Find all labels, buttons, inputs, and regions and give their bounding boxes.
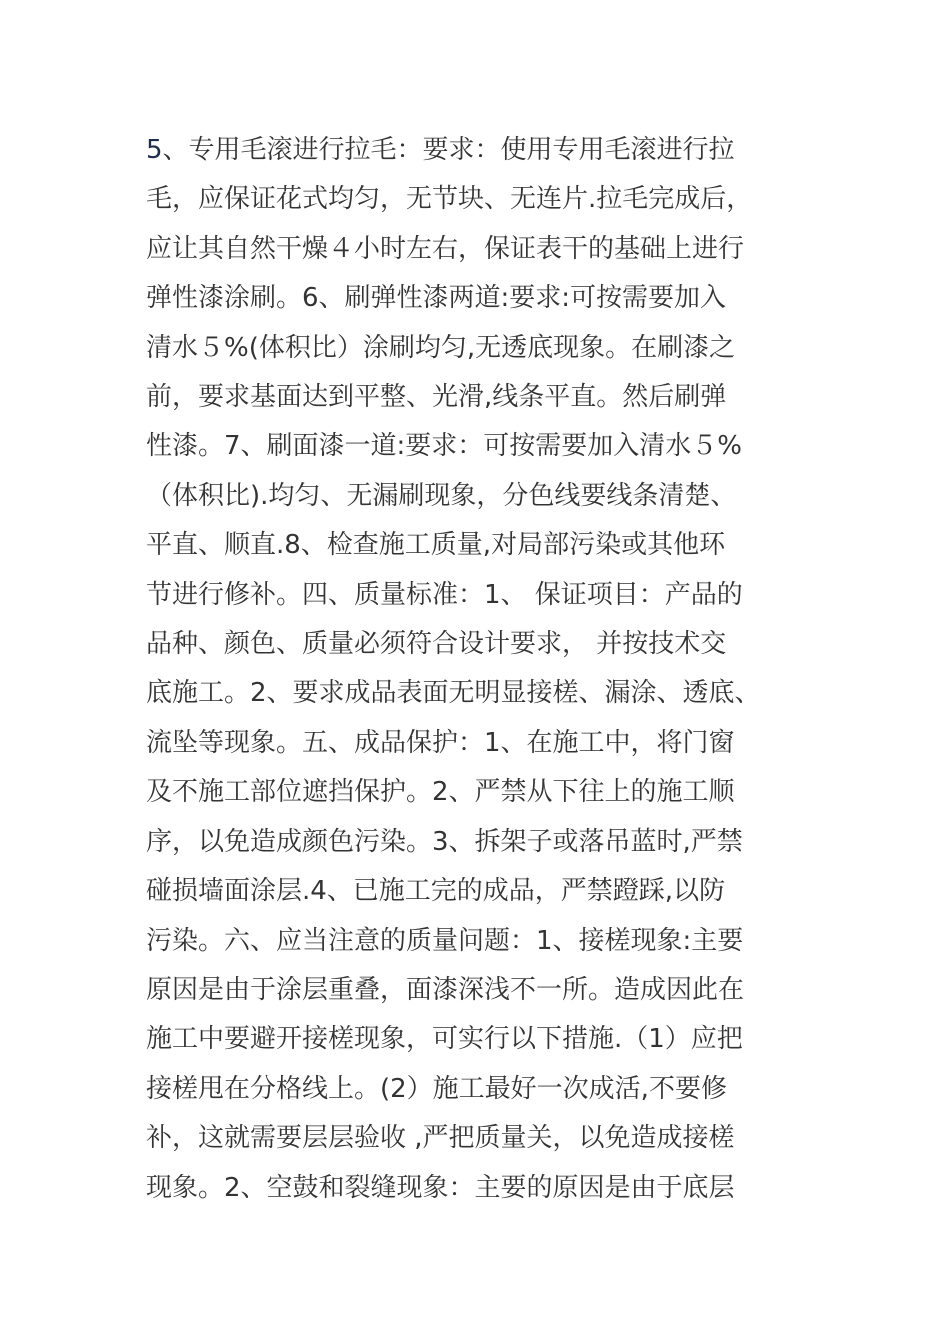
- paragraph-text: 、专用毛滚进行拉毛：要求：使用专用毛滚进行拉 毛，应保证花式均匀，无节块、无连片.拉毛完成后， 应让其自然干燥４小时左右，保证表干的基础上进行 弹性漆涂刷。6、刷弹性漆两道:要求:可按需要加入 清水５%(体积比）涂刷均匀,无透底现象。在刷漆之 前，要求基面达到平整、光滑,线条平直。然后刷弹 性漆。7、刷面漆一道:要求：可按需要加入清水５% （体积比).均匀、无漏刷现象，分色线要线条清楚、 平直、顺直.8、检查施工质量,对局部污染或其他环 节进行修补。四、质量标准：1、 保证项目：产品的 品种、颜色、质量必须符合设计要求， 并按技术交 底施工。2、要求成品表面无明显接槎、漏涂、透底、 流坠等现象。五、成品保护：1、在施工中，将门窗 及不施工部位遮挡保护。2、严禁从下往上的施工顺 序，以免造成颜色污染。3、拆架子或落吊蓝时,严禁 碰损墙面涂层.4、已施工完的成品，严禁蹬踩,以防 污染。六、应当注意的质量问题：1、接槎现象:主要 原因是由于涂层重叠，面漆深浅不一所。造成因此在 施工中要避开接槎现象，可实行以下措施.（1）应把 接槎甩在分格线上。(2）施工最好一次成活,不要修 补，这就需要层层验收 ,严把质量关，以免造成接槎 现象。2、空鼓和裂缝现象：主要的原因是由于底层: [146, 135, 761, 1203]
- lead-number: 5: [146, 135, 163, 165]
- body-paragraph: [146, 126, 816, 1213]
